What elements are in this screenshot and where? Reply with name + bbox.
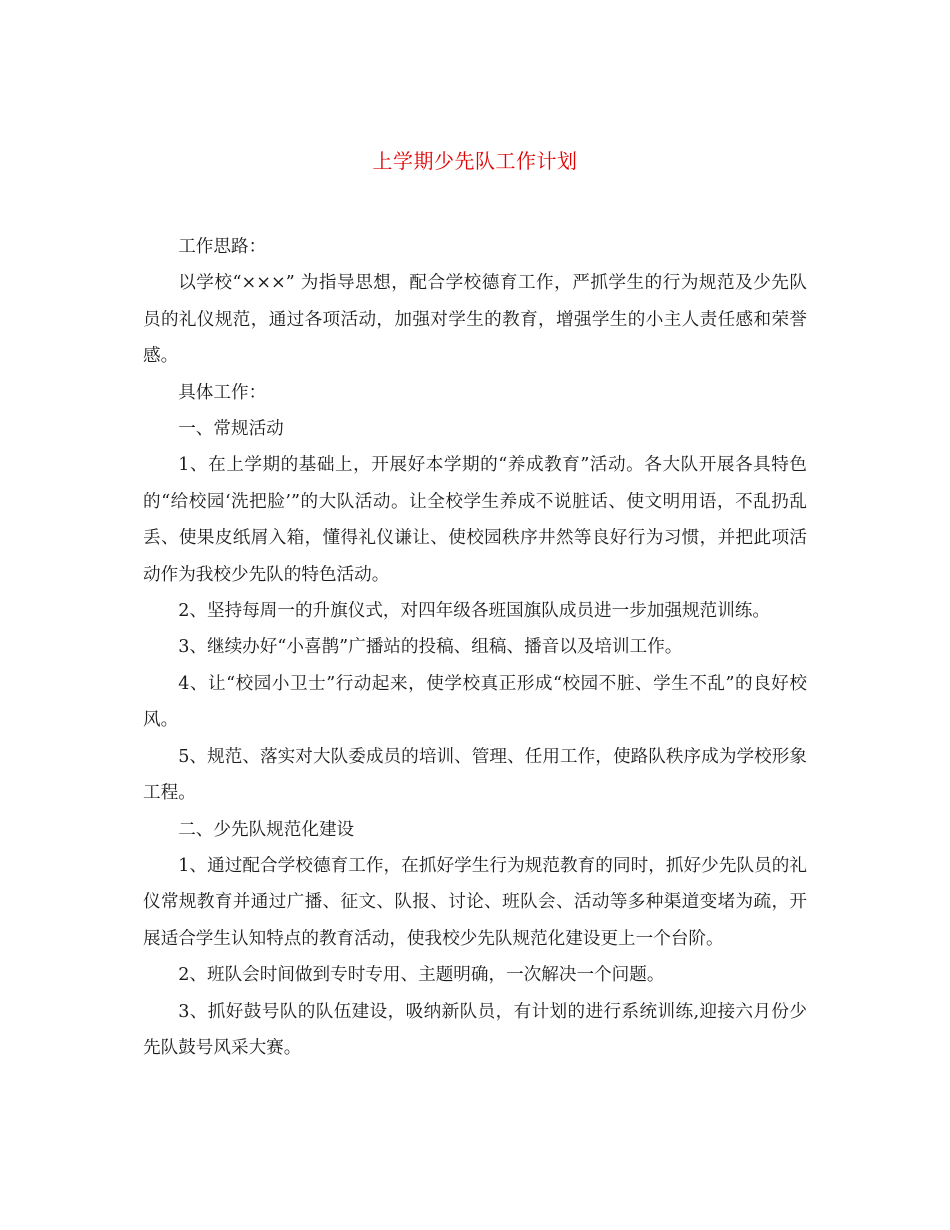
paragraph-standardization-item-2: 2、班队会时间做到专时专用、主题明确，一次解决一个问题。 [178, 965, 665, 986]
paragraph-routine-item-5: 5、规范、落实对大队委成员的培训、管理、任用工作，使路队秩序成为学校形象工程。 [143, 746, 807, 804]
paragraph-specific-work-heading: 具体工作： [178, 382, 267, 403]
paragraph-routine-item-1: 1、在上学期的基础上，开展好本学期的“养成教育”活动。各大队开展各具特色的“给校园‘洗把脸’”的大队活动。让全校学生养成不说脏话、使文明用语，不乱扔乱丢、使果皮纸屑入箱，懂得礼仪谦让、使校园秩序井然等良好行为习惯，并把此项活动作为我校少先队的特色活动。 [143, 455, 807, 585]
section-heading-standardization: 二、少先队规范化建设 [178, 819, 355, 840]
section-heading-routine-activities: 一、常规活动 [178, 419, 284, 440]
paragraph-routine-item-4: 4、让“校园小卫士”行动起来，使学校真正形成“校园不脏、学生不乱”的良好校风。 [143, 673, 807, 731]
paragraph-work-idea: 以学校“×××” 为指导思想，配合学校德育工作，严抓学生的行为规范及少先队员的礼仪规范，通过各项活动，加强对学生的教育，增强学生的小主人责任感和荣誉感。 [143, 273, 807, 367]
paragraph-standardization-item-1: 1、通过配合学校德育工作，在抓好学生行为规范教育的同时，抓好少先队员的礼仪常规教育并通过广播、征文、队报、讨论、班队会、活动等多种渠道变堵为疏，开展适合学生认知特点的教育活动，使我校少先队规范化建设更上一个台阶。 [143, 855, 807, 949]
paragraph-routine-item-3: 3、继续办好“小喜鹊”广播站的投稿、组稿、播音以及培训工作。 [178, 637, 683, 658]
document-title: 上学期少先队工作计划 [372, 149, 578, 173]
paragraph-work-idea-heading: 工作思路： [178, 237, 267, 257]
paragraph-routine-item-2: 2、坚持每周一的升旗仪式，对四年级各班国旗队成员进一步加强规范训练。 [178, 601, 770, 622]
paragraph-standardization-item-3: 3、抓好鼓号队的队伍建设，吸纳新队员，有计划的进行系统训练,迎接六月份少先队鼓号风采大赛。 [143, 1001, 807, 1058]
document-body [143, 229, 807, 1066]
